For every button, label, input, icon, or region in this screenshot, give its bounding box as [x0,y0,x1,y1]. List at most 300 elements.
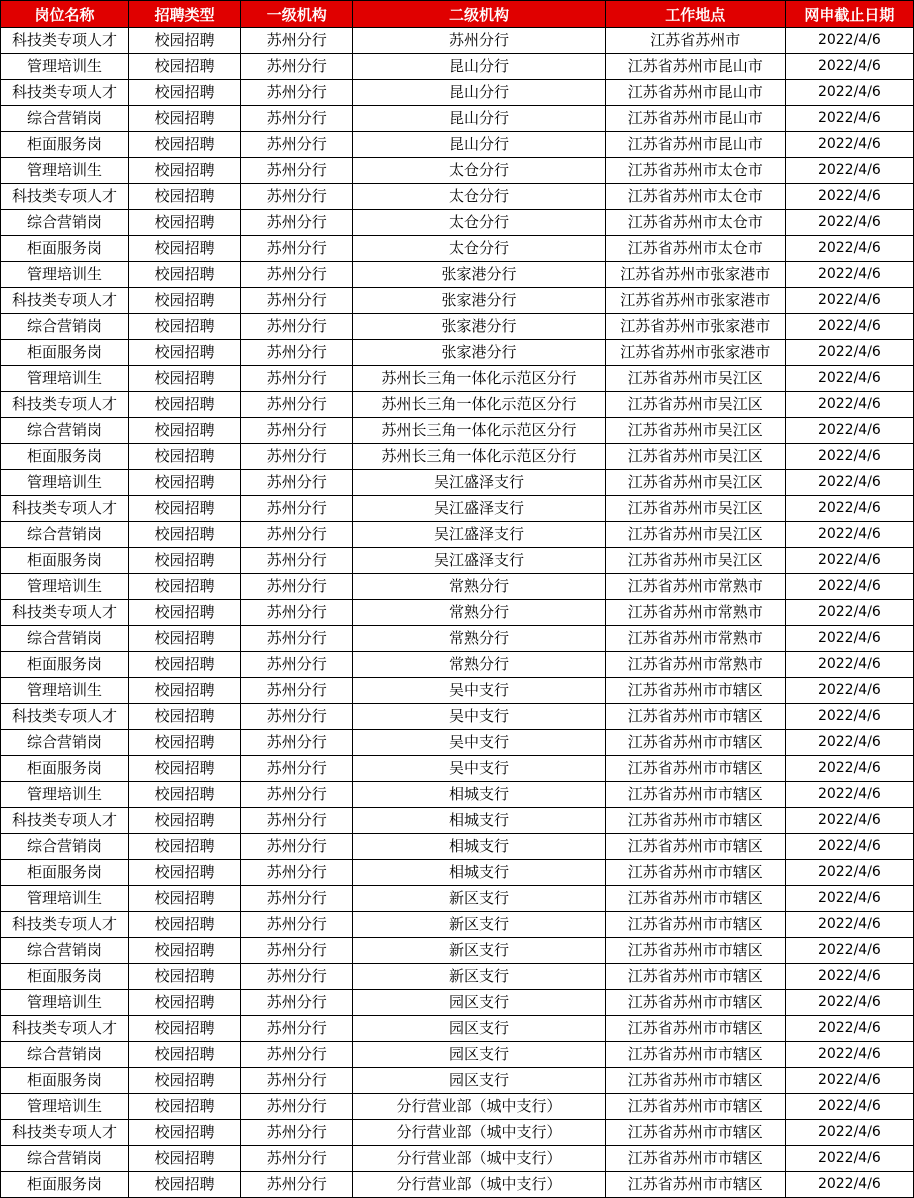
table-body [1,28,914,1198]
cell-secondary-org: 园区支行 [353,990,605,1016]
cell-position-name: 科技类专项人才 [1,288,129,314]
cell-secondary-org: 昆山分行 [353,106,605,132]
cell-secondary-org: 新区支行 [353,912,605,938]
cell-deadline: 2022/4/6 [785,54,913,80]
header-recruit-type: 招聘类型 [129,1,241,28]
cell-deadline: 2022/4/6 [785,1146,913,1172]
cell-primary-org: 苏州分行 [241,132,353,158]
table-row [1,860,914,886]
cell-recruit-type: 校园招聘 [129,1068,241,1094]
cell-recruit-type: 校园招聘 [129,314,241,340]
cell-secondary-org: 园区支行 [353,1068,605,1094]
cell-deadline: 2022/4/6 [785,444,913,470]
cell-primary-org: 苏州分行 [241,834,353,860]
cell-recruit-type: 校园招聘 [129,158,241,184]
cell-primary-org: 苏州分行 [241,652,353,678]
cell-recruit-type: 校园招聘 [129,886,241,912]
cell-work-location: 江苏省苏州市市辖区 [605,1172,785,1198]
cell-secondary-org: 苏州长三角一体化示范区分行 [353,418,605,444]
cell-position-name: 柜面服务岗 [1,860,129,886]
cell-secondary-org: 吴江盛泽支行 [353,548,605,574]
cell-secondary-org: 吴中支行 [353,678,605,704]
cell-deadline: 2022/4/6 [785,314,913,340]
cell-work-location: 江苏省苏州市太仓市 [605,210,785,236]
cell-position-name: 科技类专项人才 [1,80,129,106]
cell-work-location: 江苏省苏州市市辖区 [605,808,785,834]
cell-position-name: 管理培训生 [1,574,129,600]
cell-work-location: 江苏省苏州市吴江区 [605,392,785,418]
cell-position-name: 科技类专项人才 [1,704,129,730]
cell-position-name: 综合营销岗 [1,1042,129,1068]
table-row [1,1016,914,1042]
cell-recruit-type: 校园招聘 [129,470,241,496]
cell-recruit-type: 校园招聘 [129,1172,241,1198]
cell-deadline: 2022/4/6 [785,1016,913,1042]
cell-primary-org: 苏州分行 [241,236,353,262]
cell-recruit-type: 校园招聘 [129,106,241,132]
cell-deadline: 2022/4/6 [785,808,913,834]
cell-work-location: 江苏省苏州市吴江区 [605,418,785,444]
cell-primary-org: 苏州分行 [241,1042,353,1068]
cell-deadline: 2022/4/6 [785,288,913,314]
cell-secondary-org: 吴江盛泽支行 [353,522,605,548]
cell-deadline: 2022/4/6 [785,80,913,106]
cell-recruit-type: 校园招聘 [129,210,241,236]
cell-position-name: 管理培训生 [1,366,129,392]
cell-position-name: 柜面服务岗 [1,652,129,678]
cell-recruit-type: 校园招聘 [129,938,241,964]
cell-recruit-type: 校园招聘 [129,600,241,626]
cell-recruit-type: 校园招聘 [129,366,241,392]
table-row [1,106,914,132]
cell-work-location: 江苏省苏州市张家港市 [605,262,785,288]
cell-work-location: 江苏省苏州市吴江区 [605,496,785,522]
cell-deadline: 2022/4/6 [785,574,913,600]
table-row [1,652,914,678]
cell-primary-org: 苏州分行 [241,782,353,808]
cell-primary-org: 苏州分行 [241,418,353,444]
cell-deadline: 2022/4/6 [785,886,913,912]
cell-secondary-org: 吴江盛泽支行 [353,470,605,496]
cell-recruit-type: 校园招聘 [129,860,241,886]
cell-secondary-org: 太仓分行 [353,210,605,236]
cell-recruit-type: 校园招聘 [129,756,241,782]
cell-secondary-org: 分行营业部（城中支行） [353,1172,605,1198]
cell-recruit-type: 校园招聘 [129,1016,241,1042]
cell-primary-org: 苏州分行 [241,54,353,80]
cell-secondary-org: 相城支行 [353,782,605,808]
cell-work-location: 江苏省苏州市市辖区 [605,1068,785,1094]
cell-deadline: 2022/4/6 [785,704,913,730]
cell-secondary-org: 张家港分行 [353,262,605,288]
cell-recruit-type: 校园招聘 [129,28,241,54]
table-row [1,990,914,1016]
cell-primary-org: 苏州分行 [241,756,353,782]
cell-deadline: 2022/4/6 [785,938,913,964]
table-row [1,132,914,158]
table-row [1,964,914,990]
cell-work-location: 江苏省苏州市吴江区 [605,522,785,548]
cell-deadline: 2022/4/6 [785,470,913,496]
table-row [1,366,914,392]
table-row [1,1042,914,1068]
table-row [1,444,914,470]
cell-deadline: 2022/4/6 [785,1120,913,1146]
cell-recruit-type: 校园招聘 [129,730,241,756]
cell-recruit-type: 校园招聘 [129,1146,241,1172]
cell-secondary-org: 张家港分行 [353,314,605,340]
table-row [1,756,914,782]
cell-primary-org: 苏州分行 [241,184,353,210]
cell-primary-org: 苏州分行 [241,80,353,106]
cell-deadline: 2022/4/6 [785,366,913,392]
cell-work-location: 江苏省苏州市张家港市 [605,340,785,366]
cell-work-location: 江苏省苏州市常熟市 [605,600,785,626]
cell-primary-org: 苏州分行 [241,704,353,730]
header-row [1,1,914,28]
header-primary-org: 一级机构 [241,1,353,28]
cell-secondary-org: 太仓分行 [353,158,605,184]
cell-deadline: 2022/4/6 [785,678,913,704]
cell-position-name: 科技类专项人才 [1,496,129,522]
cell-primary-org: 苏州分行 [241,886,353,912]
cell-primary-org: 苏州分行 [241,1068,353,1094]
cell-secondary-org: 分行营业部（城中支行） [353,1146,605,1172]
cell-work-location: 江苏省苏州市常熟市 [605,574,785,600]
cell-deadline: 2022/4/6 [785,1094,913,1120]
table-row [1,340,914,366]
cell-deadline: 2022/4/6 [785,730,913,756]
cell-work-location: 江苏省苏州市市辖区 [605,1120,785,1146]
cell-recruit-type: 校园招聘 [129,80,241,106]
table-row [1,782,914,808]
cell-recruit-type: 校园招聘 [129,444,241,470]
cell-primary-org: 苏州分行 [241,1146,353,1172]
cell-position-name: 综合营销岗 [1,210,129,236]
cell-recruit-type: 校园招聘 [129,990,241,1016]
table-row [1,704,914,730]
cell-secondary-org: 园区支行 [353,1042,605,1068]
cell-deadline: 2022/4/6 [785,600,913,626]
cell-deadline: 2022/4/6 [785,184,913,210]
cell-recruit-type: 校园招聘 [129,496,241,522]
header-secondary-org: 二级机构 [353,1,605,28]
cell-secondary-org: 吴中支行 [353,730,605,756]
cell-work-location: 江苏省苏州市太仓市 [605,236,785,262]
cell-recruit-type: 校园招聘 [129,704,241,730]
cell-position-name: 综合营销岗 [1,938,129,964]
cell-deadline: 2022/4/6 [785,106,913,132]
cell-position-name: 柜面服务岗 [1,1172,129,1198]
cell-deadline: 2022/4/6 [785,392,913,418]
table-row [1,496,914,522]
cell-deadline: 2022/4/6 [785,548,913,574]
cell-primary-org: 苏州分行 [241,730,353,756]
cell-deadline: 2022/4/6 [785,1068,913,1094]
table-row [1,314,914,340]
cell-recruit-type: 校园招聘 [129,834,241,860]
cell-work-location: 江苏省苏州市市辖区 [605,1016,785,1042]
cell-deadline: 2022/4/6 [785,28,913,54]
cell-recruit-type: 校园招聘 [129,808,241,834]
cell-primary-org: 苏州分行 [241,1016,353,1042]
cell-position-name: 综合营销岗 [1,418,129,444]
cell-position-name: 柜面服务岗 [1,1068,129,1094]
table-row [1,808,914,834]
cell-work-location: 江苏省苏州市吴江区 [605,444,785,470]
cell-position-name: 管理培训生 [1,158,129,184]
cell-primary-org: 苏州分行 [241,626,353,652]
cell-primary-org: 苏州分行 [241,366,353,392]
cell-deadline: 2022/4/6 [785,782,913,808]
cell-work-location: 江苏省苏州市昆山市 [605,80,785,106]
cell-position-name: 综合营销岗 [1,730,129,756]
cell-secondary-org: 苏州分行 [353,28,605,54]
cell-position-name: 管理培训生 [1,678,129,704]
cell-recruit-type: 校园招聘 [129,912,241,938]
cell-primary-org: 苏州分行 [241,522,353,548]
cell-primary-org: 苏州分行 [241,28,353,54]
cell-secondary-org: 吴江盛泽支行 [353,496,605,522]
cell-work-location: 江苏省苏州市市辖区 [605,1042,785,1068]
cell-primary-org: 苏州分行 [241,470,353,496]
cell-secondary-org: 常熟分行 [353,652,605,678]
cell-position-name: 柜面服务岗 [1,548,129,574]
cell-primary-org: 苏州分行 [241,392,353,418]
table-row [1,210,914,236]
table-row [1,912,914,938]
cell-work-location: 江苏省苏州市市辖区 [605,730,785,756]
table-row [1,548,914,574]
cell-deadline: 2022/4/6 [785,1172,913,1198]
cell-secondary-org: 分行营业部（城中支行） [353,1094,605,1120]
cell-deadline: 2022/4/6 [785,158,913,184]
cell-position-name: 综合营销岗 [1,626,129,652]
cell-recruit-type: 校园招聘 [129,54,241,80]
cell-deadline: 2022/4/6 [785,340,913,366]
cell-deadline: 2022/4/6 [785,912,913,938]
cell-work-location: 江苏省苏州市吴江区 [605,548,785,574]
cell-position-name: 综合营销岗 [1,1146,129,1172]
cell-position-name: 综合营销岗 [1,314,129,340]
table-row [1,236,914,262]
cell-work-location: 江苏省苏州市市辖区 [605,886,785,912]
cell-work-location: 江苏省苏州市昆山市 [605,54,785,80]
cell-deadline: 2022/4/6 [785,522,913,548]
cell-primary-org: 苏州分行 [241,990,353,1016]
cell-recruit-type: 校园招聘 [129,1094,241,1120]
cell-primary-org: 苏州分行 [241,496,353,522]
cell-secondary-org: 吴中支行 [353,756,605,782]
cell-work-location: 江苏省苏州市张家港市 [605,288,785,314]
cell-primary-org: 苏州分行 [241,574,353,600]
cell-work-location: 江苏省苏州市市辖区 [605,704,785,730]
cell-recruit-type: 校园招聘 [129,678,241,704]
cell-recruit-type: 校园招聘 [129,132,241,158]
cell-position-name: 科技类专项人才 [1,392,129,418]
cell-deadline: 2022/4/6 [785,990,913,1016]
cell-recruit-type: 校园招聘 [129,418,241,444]
cell-primary-org: 苏州分行 [241,860,353,886]
cell-secondary-org: 相城支行 [353,860,605,886]
cell-position-name: 科技类专项人才 [1,600,129,626]
cell-work-location: 江苏省苏州市市辖区 [605,756,785,782]
cell-recruit-type: 校园招聘 [129,522,241,548]
cell-deadline: 2022/4/6 [785,262,913,288]
cell-secondary-org: 太仓分行 [353,236,605,262]
cell-secondary-org: 常熟分行 [353,574,605,600]
cell-position-name: 科技类专项人才 [1,1120,129,1146]
table-row [1,470,914,496]
cell-secondary-org: 苏州长三角一体化示范区分行 [353,444,605,470]
cell-primary-org: 苏州分行 [241,808,353,834]
cell-recruit-type: 校园招聘 [129,1042,241,1068]
cell-position-name: 管理培训生 [1,1094,129,1120]
cell-position-name: 柜面服务岗 [1,964,129,990]
cell-work-location: 江苏省苏州市市辖区 [605,964,785,990]
table-row [1,730,914,756]
cell-work-location: 江苏省苏州市市辖区 [605,1094,785,1120]
cell-primary-org: 苏州分行 [241,1120,353,1146]
cell-deadline: 2022/4/6 [785,834,913,860]
cell-work-location: 江苏省苏州市昆山市 [605,106,785,132]
cell-work-location: 江苏省苏州市吴江区 [605,366,785,392]
cell-position-name: 科技类专项人才 [1,1016,129,1042]
table-row [1,1146,914,1172]
cell-recruit-type: 校园招聘 [129,782,241,808]
table-row [1,54,914,80]
cell-recruit-type: 校园招聘 [129,236,241,262]
cell-secondary-org: 新区支行 [353,886,605,912]
table-row [1,184,914,210]
table-row [1,626,914,652]
cell-position-name: 综合营销岗 [1,834,129,860]
table-row [1,28,914,54]
cell-secondary-org: 相城支行 [353,834,605,860]
table-row [1,834,914,860]
cell-primary-org: 苏州分行 [241,1094,353,1120]
cell-primary-org: 苏州分行 [241,340,353,366]
cell-deadline: 2022/4/6 [785,418,913,444]
cell-position-name: 柜面服务岗 [1,340,129,366]
cell-primary-org: 苏州分行 [241,678,353,704]
cell-position-name: 综合营销岗 [1,106,129,132]
cell-primary-org: 苏州分行 [241,314,353,340]
cell-recruit-type: 校园招聘 [129,392,241,418]
cell-primary-org: 苏州分行 [241,210,353,236]
cell-position-name: 柜面服务岗 [1,132,129,158]
cell-primary-org: 苏州分行 [241,106,353,132]
cell-position-name: 科技类专项人才 [1,184,129,210]
cell-recruit-type: 校园招聘 [129,1120,241,1146]
cell-recruit-type: 校园招聘 [129,574,241,600]
cell-position-name: 柜面服务岗 [1,756,129,782]
cell-work-location: 江苏省苏州市太仓市 [605,158,785,184]
cell-recruit-type: 校园招聘 [129,288,241,314]
table-row [1,1120,914,1146]
cell-secondary-org: 张家港分行 [353,340,605,366]
cell-secondary-org: 吴中支行 [353,704,605,730]
cell-primary-org: 苏州分行 [241,444,353,470]
table-row [1,600,914,626]
cell-secondary-org: 昆山分行 [353,132,605,158]
table-header [1,1,914,28]
cell-recruit-type: 校园招聘 [129,262,241,288]
cell-secondary-org: 新区支行 [353,964,605,990]
cell-deadline: 2022/4/6 [785,496,913,522]
table-row [1,158,914,184]
cell-primary-org: 苏州分行 [241,912,353,938]
cell-work-location: 江苏省苏州市市辖区 [605,678,785,704]
cell-primary-org: 苏州分行 [241,1172,353,1198]
cell-position-name: 柜面服务岗 [1,444,129,470]
cell-deadline: 2022/4/6 [785,1042,913,1068]
cell-deadline: 2022/4/6 [785,652,913,678]
cell-work-location: 江苏省苏州市市辖区 [605,912,785,938]
cell-position-name: 科技类专项人才 [1,28,129,54]
cell-deadline: 2022/4/6 [785,132,913,158]
cell-recruit-type: 校园招聘 [129,964,241,990]
cell-work-location: 江苏省苏州市常熟市 [605,626,785,652]
cell-position-name: 管理培训生 [1,782,129,808]
cell-primary-org: 苏州分行 [241,288,353,314]
cell-deadline: 2022/4/6 [785,860,913,886]
table-row [1,574,914,600]
cell-work-location: 江苏省苏州市市辖区 [605,782,785,808]
cell-work-location: 江苏省苏州市市辖区 [605,938,785,964]
cell-secondary-org: 昆山分行 [353,80,605,106]
header-position-name: 岗位名称 [1,1,129,28]
table-row [1,288,914,314]
cell-secondary-org: 常熟分行 [353,600,605,626]
cell-recruit-type: 校园招聘 [129,626,241,652]
cell-position-name: 管理培训生 [1,990,129,1016]
cell-position-name: 科技类专项人才 [1,912,129,938]
table-row [1,938,914,964]
cell-work-location: 江苏省苏州市市辖区 [605,990,785,1016]
cell-recruit-type: 校园招聘 [129,652,241,678]
cell-deadline: 2022/4/6 [785,964,913,990]
cell-recruit-type: 校园招聘 [129,548,241,574]
table-row [1,886,914,912]
cell-secondary-org: 新区支行 [353,938,605,964]
cell-position-name: 综合营销岗 [1,522,129,548]
header-deadline: 网申截止日期 [785,1,913,28]
cell-secondary-org: 昆山分行 [353,54,605,80]
cell-secondary-org: 分行营业部（城中支行） [353,1120,605,1146]
cell-deadline: 2022/4/6 [785,756,913,782]
table-row [1,392,914,418]
cell-recruit-type: 校园招聘 [129,340,241,366]
cell-secondary-org: 常熟分行 [353,626,605,652]
cell-work-location: 江苏省苏州市市辖区 [605,834,785,860]
cell-position-name: 管理培训生 [1,470,129,496]
cell-secondary-org: 相城支行 [353,808,605,834]
cell-secondary-org: 苏州长三角一体化示范区分行 [353,392,605,418]
cell-work-location: 江苏省苏州市 [605,28,785,54]
cell-recruit-type: 校园招聘 [129,184,241,210]
cell-primary-org: 苏州分行 [241,262,353,288]
table-row [1,262,914,288]
table-row [1,1068,914,1094]
cell-secondary-org: 苏州长三角一体化示范区分行 [353,366,605,392]
cell-deadline: 2022/4/6 [785,626,913,652]
table-row [1,80,914,106]
cell-work-location: 江苏省苏州市市辖区 [605,860,785,886]
cell-position-name: 管理培训生 [1,54,129,80]
table-row [1,1094,914,1120]
table-row [1,678,914,704]
